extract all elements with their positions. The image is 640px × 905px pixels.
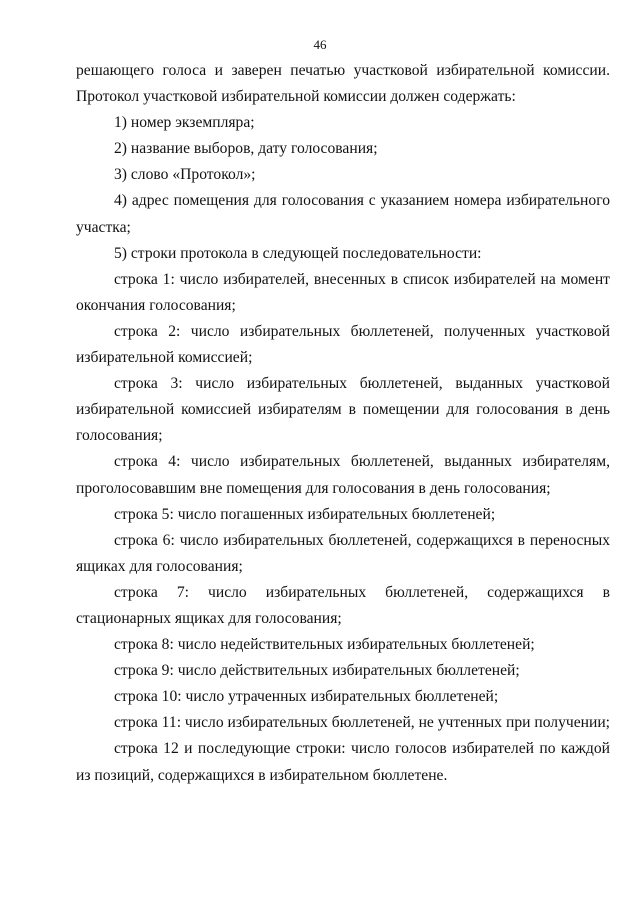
protocol-line-7: строка 7: число избирательных бюллетеней, содержащихся в стационарных ящиках для голосования;	[76, 583, 610, 627]
protocol-line-9: строка 9: число действительных избирательных бюллетеней;	[114, 662, 520, 680]
protocol-line-3: строка 3: число избирательных бюллетеней, выданных участковой избирательной комиссией избирателям в помещении для голосования в день голосования;	[76, 375, 610, 445]
list-item-protocol-word: 3) слово «Протокол»;	[114, 166, 256, 184]
paragraph-intro: решающего голоса и заверен печатью участковой избирательной комиссии. Протокол участковой избирательной комиссии должен содержать:	[76, 62, 610, 106]
list-item-protocol-lines: 5) строки протокола в следующей последовательности:	[114, 244, 482, 262]
list-item-election-name: 2) название выборов, дату голосования;	[114, 140, 378, 158]
protocol-line-8: строка 8: число недействительных избирательных бюллетеней;	[114, 636, 535, 654]
protocol-line-1: строка 1: число избирателей, внесенных в список избирателей на момент окончания голосования;	[76, 270, 610, 314]
protocol-line-11: строка 11: число избирательных бюллетеней, не учтенных при получении;	[114, 714, 611, 732]
protocol-line-6: строка 6: число избирательных бюллетеней, содержащихся в переносных ящиках для голосования;	[76, 531, 610, 575]
document-body	[76, 58, 610, 789]
page-number: 46	[313, 37, 327, 52]
protocol-line-5: строка 5: число погашенных избирательных бюллетеней;	[114, 505, 496, 523]
protocol-line-2: строка 2: число избирательных бюллетеней, полученных участковой избирательной комиссией;	[76, 322, 610, 367]
protocol-line-10: строка 10: число утраченных избирательных бюллетеней;	[114, 688, 499, 706]
protocol-line-4: строка 4: число избирательных бюллетеней, выданных избирателям, проголосовавшим вне помещения для голосования в день голосования;	[76, 453, 610, 497]
protocol-line-12: строка 12 и последующие строки: число голосов избирателей по каждой из позиций, содержащихся в избирательном бюллетене.	[76, 740, 610, 784]
list-item-copy-number: 1) номер экземпляра;	[114, 114, 255, 132]
list-item-address: 4) адрес помещения для голосования с указанием номера избирательного участка;	[76, 192, 610, 236]
